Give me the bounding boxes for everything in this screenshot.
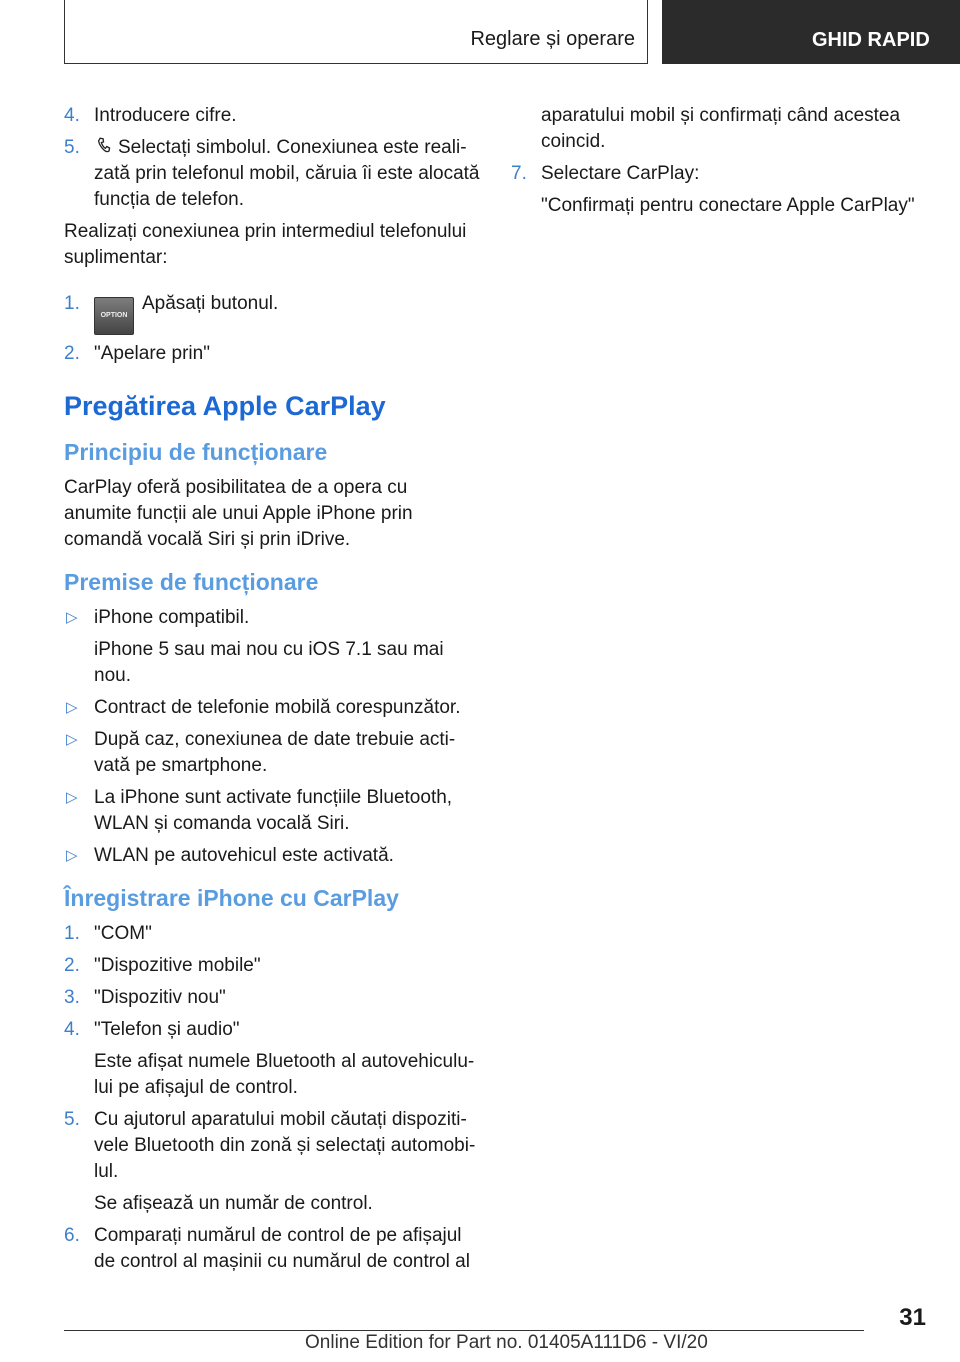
bullet-text: După caz, conexiunea de date trebuie activată pe smartphone.: [94, 729, 456, 776]
bullet-item: [64, 695, 480, 721]
list-number: 5.: [64, 1109, 80, 1130]
list-item: [64, 291, 480, 335]
list-text: Apăsați butonul.: [142, 293, 279, 314]
paragraph: Realizați conexiunea prin intermediul telefonului suplimentar:: [64, 221, 467, 268]
list-text: Comparați numărul de control de pe afișajul de control al mașinii cu numărul de control al: [94, 1225, 470, 1272]
list-item: [64, 1017, 480, 1043]
triangle-bullet-icon: ▷: [66, 789, 78, 806]
list-text: "Apelare prin": [94, 343, 210, 364]
option-button-icon: OPTION: [94, 297, 134, 335]
list-number: 1.: [64, 293, 80, 314]
triangle-bullet-icon: ▷: [66, 609, 78, 626]
list-continuation: aparatului mobil și confirmați când acestea coincid.: [541, 105, 901, 152]
header-guide-title: GHID RAPID: [812, 29, 930, 51]
list-number: 7.: [511, 163, 527, 184]
list-sub-text: Este afișat numele Bluetooth al autovehiculului pe afișajul de control.: [94, 1051, 475, 1098]
bullet-sub-text: iPhone 5 sau mai nou cu iOS 7.1 sau mai nou.: [94, 639, 444, 686]
list-text: Selectare CarPlay:: [541, 163, 700, 184]
footer-edition: Online Edition for Part no. 01405A111D6 - VI/20: [305, 1332, 708, 1353]
list-item: [64, 953, 480, 979]
list-number: 1.: [64, 923, 80, 944]
bullet-text: iPhone compatibil.: [94, 607, 250, 628]
list-number: 5.: [64, 137, 80, 158]
list-item: [64, 921, 480, 947]
list-number: 4.: [64, 105, 80, 126]
list-text: "COM": [94, 923, 152, 944]
list-item: [511, 161, 931, 187]
subsection-heading: Premise de funcționare: [64, 569, 319, 595]
triangle-bullet-icon: ▷: [66, 847, 78, 864]
list-number: 3.: [64, 987, 80, 1008]
section-heading: Pregătirea Apple CarPlay: [64, 391, 386, 421]
list-item: [64, 985, 480, 1011]
list-sub-text: Se afișează un număr de control.: [94, 1193, 373, 1214]
list-text: Cu ajutorul aparatului mobil căutați dispozitivele Bluetooth din zonă și selectați automobilul.: [94, 1109, 476, 1182]
list-number: 4.: [64, 1019, 80, 1040]
list-item: [64, 1223, 480, 1275]
bullet-item: [64, 727, 480, 779]
bullet-text: WLAN pe autovehicul este activată.: [94, 845, 394, 866]
list-item: [64, 341, 480, 367]
paragraph: CarPlay oferă posibilitatea de a opera cu anumite funcții ale unui Apple iPhone prin comandă vocală Siri și prin iDrive.: [64, 477, 413, 550]
list-number: 6.: [64, 1225, 80, 1246]
list-text: Selectați simbolul. Conexiunea este realizată prin telefonul mobil, căruia îi este alocată funcția de telefon.: [94, 137, 480, 210]
bullet-item: [64, 843, 480, 869]
list-text: Introducere cifre.: [94, 105, 237, 126]
footer-rule: [64, 1330, 864, 1331]
list-item: [64, 135, 480, 213]
list-sub-text: "Confirmați pentru conectare Apple CarPlay": [541, 195, 915, 216]
list-text: "Dispozitive mobile": [94, 955, 261, 976]
list-item: [64, 1107, 480, 1185]
list-number: 2.: [64, 955, 80, 976]
triangle-bullet-icon: ▷: [66, 699, 78, 716]
left-column: [64, 103, 480, 1281]
header-section-title: Reglare și operare: [470, 28, 635, 50]
list-text: "Telefon și audio": [94, 1019, 240, 1040]
subsection-heading: Înregistrare iPhone cu CarPlay: [64, 885, 399, 911]
header-guide-box: [662, 0, 960, 64]
triangle-bullet-icon: ▷: [66, 731, 78, 748]
bullet-item: [64, 785, 480, 837]
subsection-heading: Principiu de funcționare: [64, 439, 328, 465]
bullet-item: [64, 605, 480, 631]
bullet-text: Contract de telefonie mobilă corespunzător.: [94, 697, 461, 718]
list-item: [64, 103, 480, 129]
page-number: 31: [899, 1304, 926, 1331]
list-text: "Dispozitiv nou": [94, 987, 226, 1008]
list-number: 2.: [64, 343, 80, 364]
header-section-box: [64, 0, 648, 64]
phone-handset-icon: [94, 135, 114, 161]
bullet-text: La iPhone sunt activate funcțiile Bluetooth, WLAN și comanda vocală Siri.: [94, 787, 453, 834]
right-column: [511, 103, 931, 225]
